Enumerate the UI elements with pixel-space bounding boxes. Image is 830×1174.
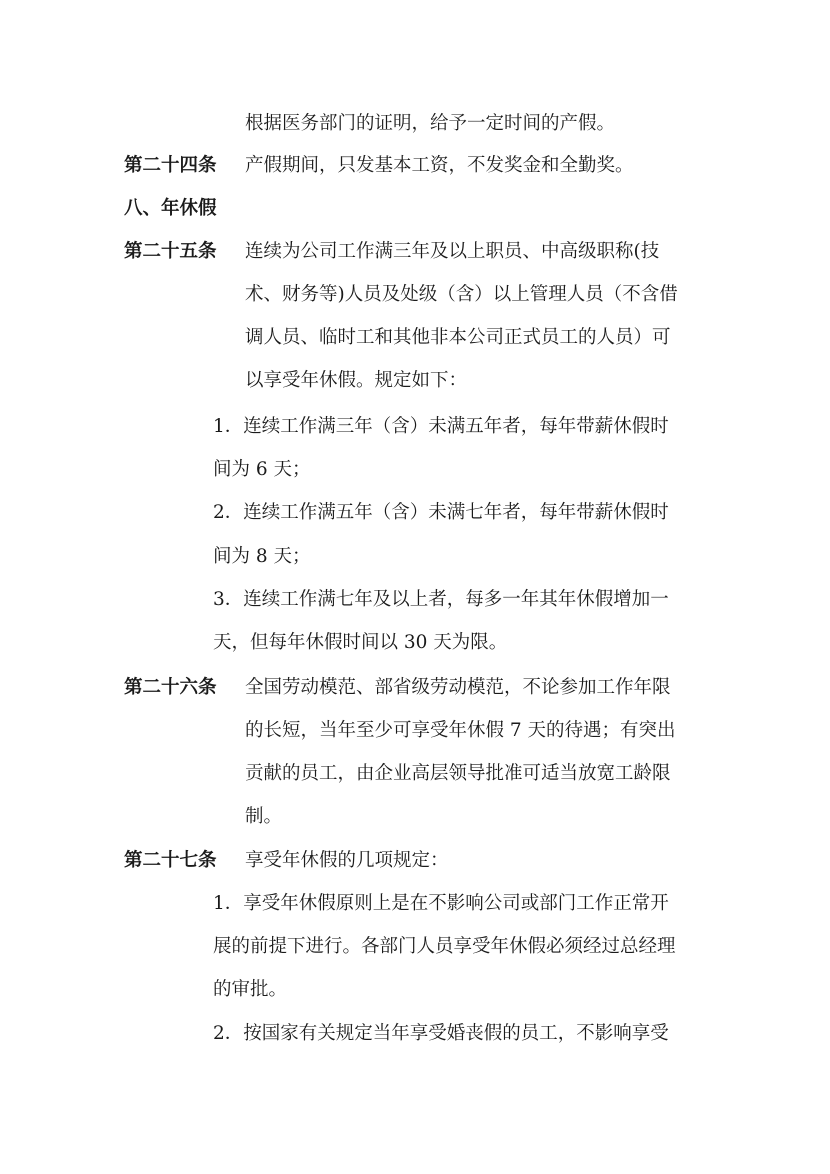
paragraph-line: 根据医务部门的证明，给予一定时间的产假。 xyxy=(245,113,616,134)
article-number: 第二十七条 xyxy=(124,850,217,871)
paragraph-line: 调人员、临时工和其他非本公司正式员工的人员）可 xyxy=(245,327,671,348)
paragraph-line: 的长短，当年至少可享受年休假 7 天的待遇；有突出 xyxy=(245,720,676,741)
list-item-line: 1．享受年休假原则上是在不影响公司或部门工作正常开 xyxy=(213,893,669,914)
paragraph-line: 贡献的员工，由企业高层领导批准可适当放宽工龄限 xyxy=(245,763,671,784)
article-number: 第二十四条 xyxy=(124,155,217,176)
list-item-line: 1．连续工作满三年（含）未满五年者，每年带薪休假时 xyxy=(213,416,669,437)
paragraph-line: 制。 xyxy=(245,806,283,827)
list-item-line: 天，但每年休假时间以 30 天为限。 xyxy=(213,632,508,653)
article-text: 全国劳动模范、部省级劳动模范，不论参加工作年限 xyxy=(245,677,671,698)
list-item-line: 展的前提下进行。各部门人员享受年休假必须经过总经理 xyxy=(213,936,676,957)
paragraph-line: 术、财务等)人员及处级（含）以上管理人员（不含借 xyxy=(245,284,678,305)
list-item-line: 3．连续工作满七年及以上者，每多一年其年休假增加一 xyxy=(213,589,669,610)
article-text: 连续为公司工作满三年及以上职员、中高级职称(技 xyxy=(245,241,660,262)
article-text: 享受年休假的几项规定： xyxy=(245,850,449,871)
section-heading: 八、年休假 xyxy=(124,198,217,219)
article-number: 第二十五条 xyxy=(124,241,217,262)
list-item-line: 间为 6 天； xyxy=(213,459,311,480)
article-text: 产假期间，只发基本工资，不发奖金和全勤奖。 xyxy=(245,155,634,176)
list-item-line: 2．按国家有关规定当年享受婚丧假的员工，不影响享受 xyxy=(213,1023,669,1044)
article-number: 第二十六条 xyxy=(124,677,217,698)
list-item-line: 间为 8 天； xyxy=(213,546,311,567)
paragraph-line: 以享受年休假。规定如下： xyxy=(245,370,468,391)
list-item-line: 的审批。 xyxy=(213,979,288,1000)
list-item-line: 2．连续工作满五年（含）未满七年者，每年带薪休假时 xyxy=(213,502,669,523)
